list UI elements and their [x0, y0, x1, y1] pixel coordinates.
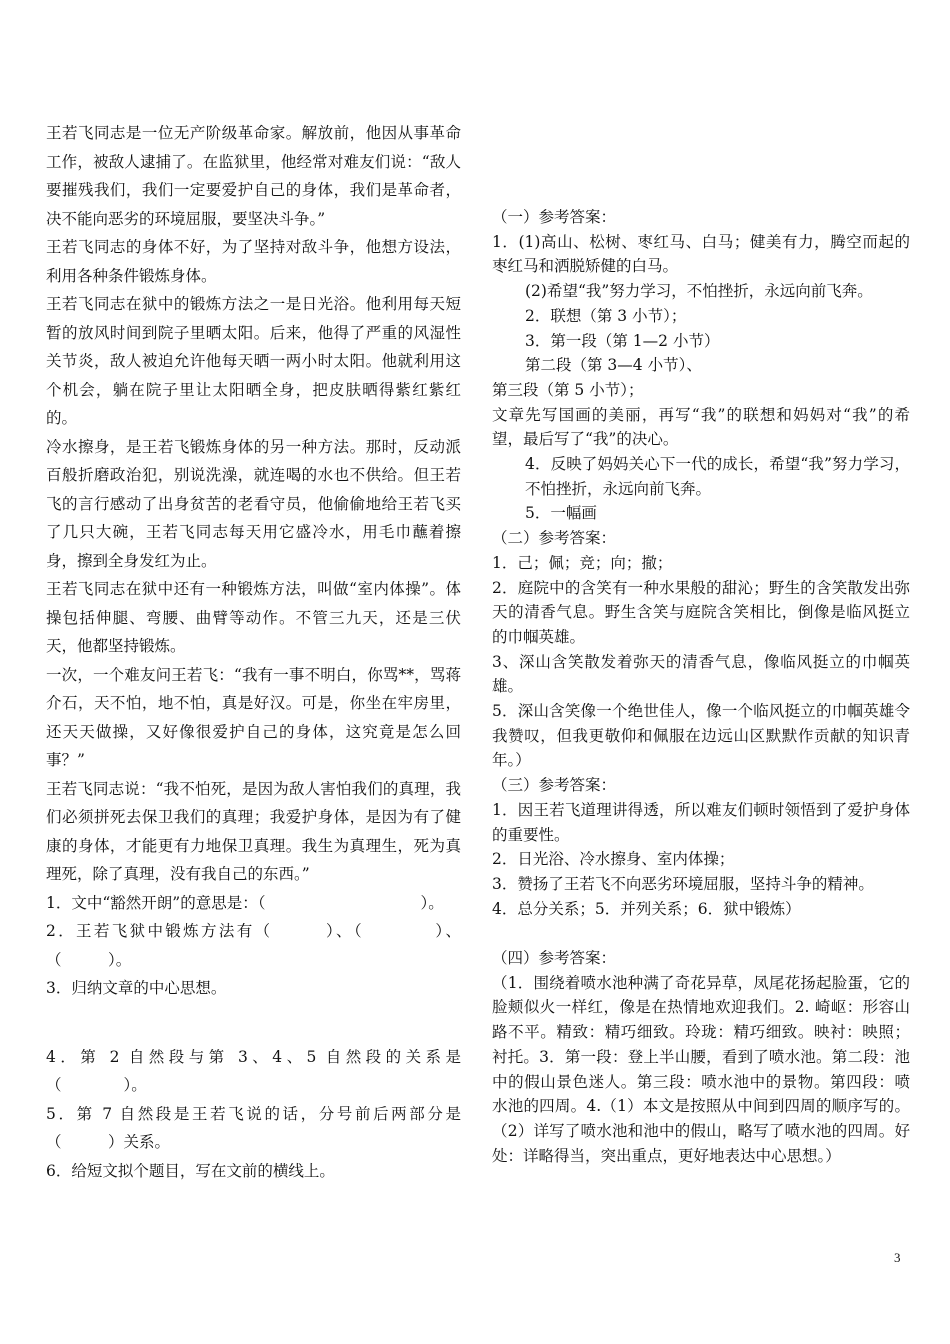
- passage-paragraph: 一次，一个难友问王若飞：“我有一事不明白，你骂**，骂蒋介石，天不怕，地不怕，真是好汉。可是，你坐在牢房里，还天天做操，又好像很爱护自己的身体，这究竟是怎么回事？”: [46, 665, 461, 769]
- question-item: 1．文中“豁然开朗”的意思是：（ ）。: [46, 893, 444, 912]
- answer-line: 5．深山含笑像一个绝世佳人，像一个临风挺立的巾帼英雄令我赞叹，但我更敬仰和佩服在边远山区默默作贡献的知识青年。）: [492, 702, 910, 770]
- section-spacer: [492, 921, 910, 946]
- answer-space: [46, 1003, 461, 1043]
- answer-line: 2．日光浴、冷水擦身、室内体操；: [492, 850, 735, 869]
- answer-line: 5．一幅画: [525, 504, 597, 523]
- answer-section-title: （二）参考答案：: [492, 529, 617, 548]
- passage-paragraph: 王若飞同志说：“我不怕死，是因为敌人害怕我们的真理，我们必须拼死去保卫我们的真理；我爱护身体，是因为有了健康的身体，才能更有力地保卫真理。我生为真理生，死为真理死，除了真理，没有我自己的东西。”: [46, 779, 461, 883]
- question-item: 4．第 2 自然段与第 3、4、5 自然段的关系是（ ）。: [46, 1047, 461, 1094]
- question-item: 5．第 7 自然段是王若飞说的话，分号前后两部分是（ ）关系。: [46, 1104, 461, 1151]
- answer-line: 1．因王若飞道理讲得透，所以难友们顿时领悟到了爱护身体的重要性。: [492, 800, 910, 844]
- answer-line: 1．己；佩；竞；向；撤；: [492, 553, 673, 572]
- answer-line: 2．联想（第 3 小节）；: [525, 306, 687, 325]
- answer-section-title: （一）参考答案：: [492, 208, 617, 226]
- answer-line: 4．总分关系；5．并列关系；6．狱中锻炼）: [492, 899, 801, 918]
- passage-paragraph: 王若飞同志在狱中还有一种锻炼方法，叫做“室内体操”。体操包括伸腿、弯腰、曲臂等动作。不管三九天，还是三伏天，他都坚持锻炼。: [46, 580, 461, 655]
- passage-column: [46, 119, 461, 1185]
- page-number: 3: [894, 1250, 901, 1265]
- answer-line: 文章先写国画的美丽，再写“我”的联想和妈妈对“我”的希望，最后写了“我”的决心。: [492, 405, 910, 449]
- answer-section-title: （三）参考答案：: [492, 776, 617, 795]
- answer-line: 第三段（第 5 小节）；: [492, 380, 644, 399]
- passage-paragraph: 王若飞同志在狱中的锻炼方法之一是日光浴。他利用每天短暂的放风时间到院子里晒太阳。后来，他得了严重的风湿性关节炎，敌人被迫允许他每天晒一两小时太阳。他就利用这个机会，躺在院子里让太阳晒全身，把皮肤晒得紫红紫红的。: [46, 295, 461, 427]
- answer-line: 4．反映了妈妈关心下一代的成长，希望“我”努力学习，不怕挫折，永远向前飞奔。: [525, 455, 910, 498]
- answer-line: （1．围绕着喷水池种满了奇花异草，凤尾花扬起脸蛋，它的脸颊似火一样红，像是在热情地欢迎我们。2. 崎岖：形容山路不平。精致：精巧细致。玲珑：精巧细致。映衬：映照；衬托。3．第一段：登上半山腰，看到了喷水池。第二段：池中的假山景色迷人。第三段：喷水池中的景物。第四段：喷水池的四周。4.（1）本文是按照从中间到四周的顺序写的。（2）详写了喷水池和池中的假山，略写了喷水池的四周。好处：详略得当，突出重点，更好地表达中心思想。）: [492, 973, 910, 1165]
- answer-section-title: （四）参考答案：: [492, 949, 617, 968]
- passage-paragraph: 王若飞同志的身体不好，为了坚持对敌斗争，他想方设法，利用各种条件锻炼身体。: [46, 238, 461, 285]
- answer-line: 第二段（第 3—4 小节）、: [525, 356, 702, 375]
- answer-line: 2．庭院中的含笑有一种水果般的甜沁；野生的含笑散发出弥天的清香气息。野生含笑与庭院含笑相比，倒像是临风挺立的巾帼英雄。: [492, 578, 910, 646]
- answer-line: 3、深山含笑散发着弥天的清香气息，像临风挺立的巾帼英雄。: [492, 652, 910, 696]
- answer-line: 3．第一段（第 1—2 小节）: [525, 331, 720, 350]
- answer-line: (2)希望“我”努力学习，不怕挫折，永远向前飞奔。: [525, 282, 873, 301]
- answer-line: 1．(1)高山、松树、枣红马、白马；健美有力，腾空而起的枣红马和洒脱矫健的白马。: [492, 232, 910, 276]
- question-item: 6．给短文拟个题目，写在文前的横线上。: [46, 1161, 335, 1180]
- question-item: 2．王若飞狱中锻炼方法有（ ）、（ ）、（ ）。: [46, 922, 461, 969]
- passage-paragraph: 冷水擦身，是王若飞锻炼身体的另一种方法。那时，反动派百般折磨政治犯，别说洗澡，就连喝的水也不供给。但王若飞的言行感动了出身贫苦的老看守员，他偷偷地给王若飞买了几只大碗，王若飞同志每天用它盛冷水，用毛巾蘸着擦身，擦到全身发红为止。: [46, 437, 461, 570]
- question-item: 3．归纳文章的中心思想。: [46, 979, 227, 997]
- answer-line: 3．赞扬了王若飞不向恶劣环境屈服，坚持斗争的精神。: [492, 874, 874, 893]
- answers-column: [492, 205, 910, 1168]
- passage-paragraph: 王若飞同志是一位无产阶级革命家。解放前，他因从事革命工作，被敌人逮捕了。在监狱里，他经常对难友们说：“敌人要摧残我们，我们一定要爱护自己的身体，我们是革命者，决不能向恶劣的环境屈服，要坚决斗争。”: [46, 124, 461, 228]
